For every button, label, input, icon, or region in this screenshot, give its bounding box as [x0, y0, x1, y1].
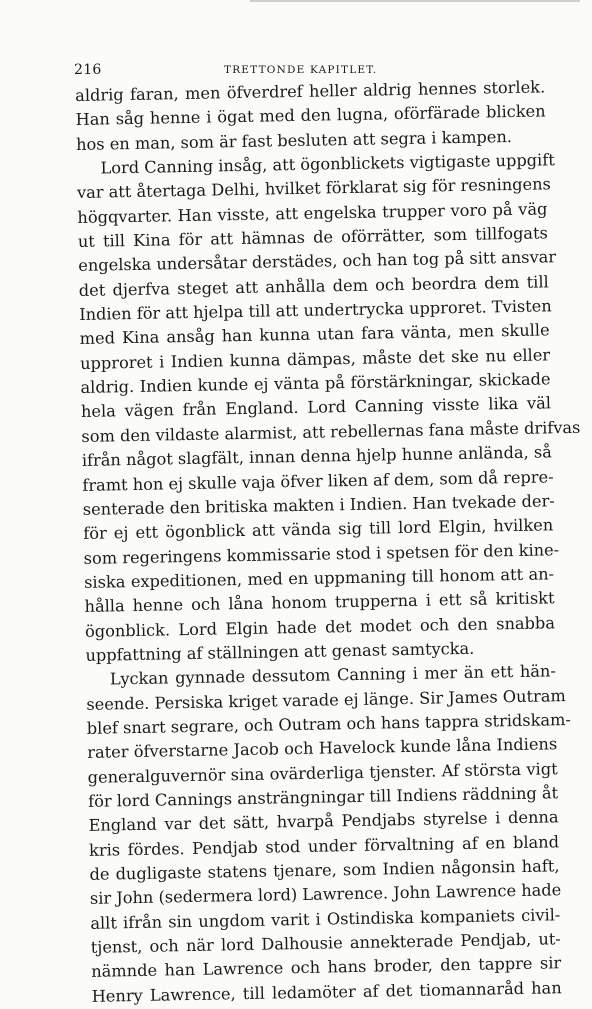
text-line: uppfattning af ställningen att genast samtycka. — [85, 638, 475, 665]
text-line: ögonblick. Lord Elgin hade det modet och den snabba — [84, 612, 556, 641]
text-line: seende. Persiska kriget varade ej länge. Sir James Outram — [86, 685, 566, 714]
page-number: 216 — [74, 62, 102, 78]
text-line: engelska undersåtar derstädes, och han tog på sitt ansvar — [78, 247, 557, 276]
text-line: blef snart segrare, och Outram och hans tappra stridskam- — [86, 709, 572, 738]
top-edge-rule — [250, 0, 580, 2]
text-line: allt ifrån sin ungdom varit i Ostindiska kompaniets civil- — [90, 904, 561, 933]
text-line: England var det sätt, hvarpå Pendjabs styrelse i denna — [88, 807, 559, 836]
text-line: Han såg henne i ögat med den lugna, oförfärade blicken — [75, 101, 546, 130]
text-line: generalguvernör sina ovärderliga tjenster. Af största vigt — [87, 758, 558, 787]
text-line: siska expeditionen, med en uppmaning till honom att an- — [83, 564, 555, 592]
text-line: hålla henne och låna honom trupperna i ett så kritiskt — [84, 588, 555, 617]
text-line: ut till Kina för att hämnas de oförrätter, som tillfogats — [77, 223, 548, 252]
text-line: det djerfva steget att anhålla dem och beordra dem till — [78, 272, 549, 300]
text-line: aldrig faran, men öfverdref heller aldrig hennes storlek. — [75, 77, 546, 105]
body-text — [75, 75, 581, 1009]
text-line: för ej ett ögonblick att vända sig till lord Elgin, hvilken — [83, 515, 554, 544]
text-line: för lord Cannings ansträngningar till Indiens räddning åt — [87, 783, 559, 811]
text-line: högqvarter. Han visste, att engelska trupper voro på väg — [77, 199, 548, 227]
text-line: aldrig. Indien kunde ej vänta på förstärkningar, skickade — [80, 369, 551, 398]
chapter-title: TRETTONDE KAPITLET. — [224, 64, 378, 76]
text-line: som den vildaste alarmist, att rebellernas fana måste drifvas — [81, 417, 581, 446]
text-line: sir John (sedermera lord) Lawrence. John Lawrence hade — [89, 880, 562, 909]
text-line: som regeringens kommissarie stod i spetsen för den kine- — [83, 539, 560, 568]
text-line: Indien för att hjelpa till att undertrycka upproret. Tvisten — [79, 296, 552, 325]
paragraph-first-line: Lord Canning insåg, att ögonblickets vigtigaste uppgift — [100, 150, 555, 178]
text-line: nämnde han Lawrence och hans broder, den tappre sir — [91, 953, 562, 982]
text-line: ifrån något slagfält, innan denna hjelp hunne anlända, så — [81, 442, 552, 471]
text-line: tjenst, och när lord Dalhousie annekterade Pendjab, ut- — [90, 929, 561, 957]
text-line: upproret i Indien kunna dämpas, måste det ske nu eller — [79, 345, 551, 373]
text-line: hela vägen från England. Lord Canning visste lika väl — [80, 393, 552, 422]
paragraph-first-line: Lyckan gynnade dessutom Canning i mer än ett hän- — [109, 661, 557, 689]
text-line: med Kina ansåg han kunna utan fara vänta, men skulle — [79, 320, 550, 349]
text-line: senterade den britiska makten i Indien. Han tvekade der- — [82, 491, 555, 519]
text-line: hos en man, som är fast besluten att segra i kampen. — [75, 126, 513, 154]
text-line: kris fördes. Pendjab stod under förvaltning af en bland — [88, 831, 560, 860]
text-line: Henry Lawrence, till ledamöter af det tiomannaråd han — [91, 977, 562, 1006]
text-line: de dugligaste statens tjenare, som Indien någonsin haft, — [89, 856, 560, 884]
text-line: rater öfverstarne Jacob och Havelock kunde låna Indiens — [87, 734, 558, 763]
text-line: var att återtaga Delhi, hvilket förklarat sig för resningens — [76, 174, 552, 203]
text-line: framt hon ej skulle vaja öfver liken af dem, som då repre- — [82, 466, 554, 495]
